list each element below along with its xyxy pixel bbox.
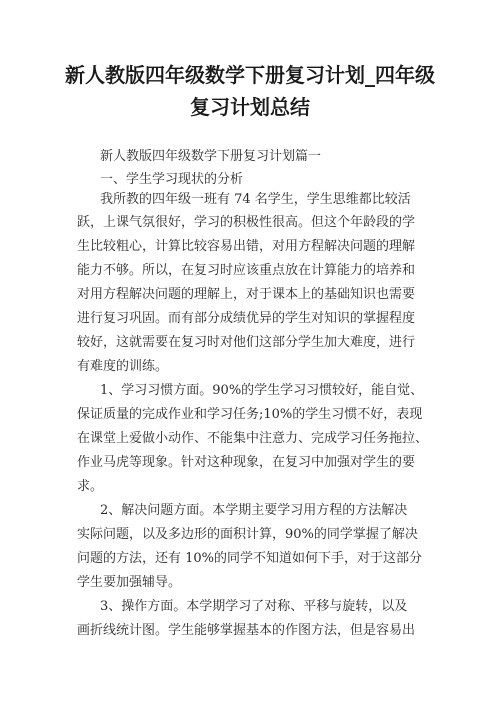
paragraph-line: 进行复习巩固。而有部分成绩优异的学生对知识的掌握程度: [77, 311, 416, 326]
paragraph-line: 较好，这就需要在复习时对他们这部分学生加大难度，进行: [77, 335, 416, 350]
document-title-line-1: 新人教版四年级数学下册复习计划_四年级: [65, 63, 435, 87]
paragraph-line: 画折线统计图。学生能够掌握基本的作图方法，但是容易出: [77, 623, 416, 638]
paragraph-line: 作业马虎等现象。针对这种现象，在复习中加强对学生的要: [77, 455, 416, 470]
subsection-heading: 一、学生学习现状的分析: [100, 172, 244, 187]
paragraph-line: 问题的方法，还有 10%的同学不知道如何下手，对于这部分: [77, 551, 423, 566]
paragraph-line: 3、操作方面。本学期学习了对称、平移与旋转，以及: [100, 599, 408, 614]
section-heading: 新人教版四年级数学下册复习计划篇一: [100, 149, 322, 164]
paragraph-line: 求。: [77, 479, 104, 494]
paragraph-line: 1、学习习惯方面。90%的学生学习习惯较好，能自觉、: [100, 383, 424, 398]
paragraph-line: 跃，上课气氛很好，学习的积极性很高。但这个年龄段的学: [77, 215, 416, 230]
paragraph-line: 学生要加强辅导。: [77, 575, 182, 590]
document-title-line-2: 复习计划总结: [190, 95, 310, 119]
paragraph-line: 在课堂上爱做小动作、不能集中注意力、完成学习任务拖拉、: [77, 431, 429, 446]
paragraph-line: 生比较粗心，计算比较容易出错，对用方程解决问题的理解: [77, 239, 416, 254]
paragraph-line: 有难度的训练。: [77, 359, 169, 374]
paragraph-line: 实际问题，以及多边形的面积计算，90%的同学掌握了解决: [77, 527, 418, 542]
paragraph-line: 我所教的四年级一班有 74 名学生，学生思维都比较活: [100, 192, 411, 207]
paragraph-line: 2、解决问题方面。本学期主要学习用方程的方法解决: [100, 503, 408, 518]
paragraph-line: 保证质量的完成作业和学习任务;10%的学生习惯不好，表现: [77, 407, 423, 422]
paragraph-line: 能力不够。所以，在复习时应该重点放在计算能力的培养和: [77, 263, 416, 278]
paragraph-line: 对用方程解决问题的理解上，对于课本上的基础知识也需要: [77, 287, 416, 302]
